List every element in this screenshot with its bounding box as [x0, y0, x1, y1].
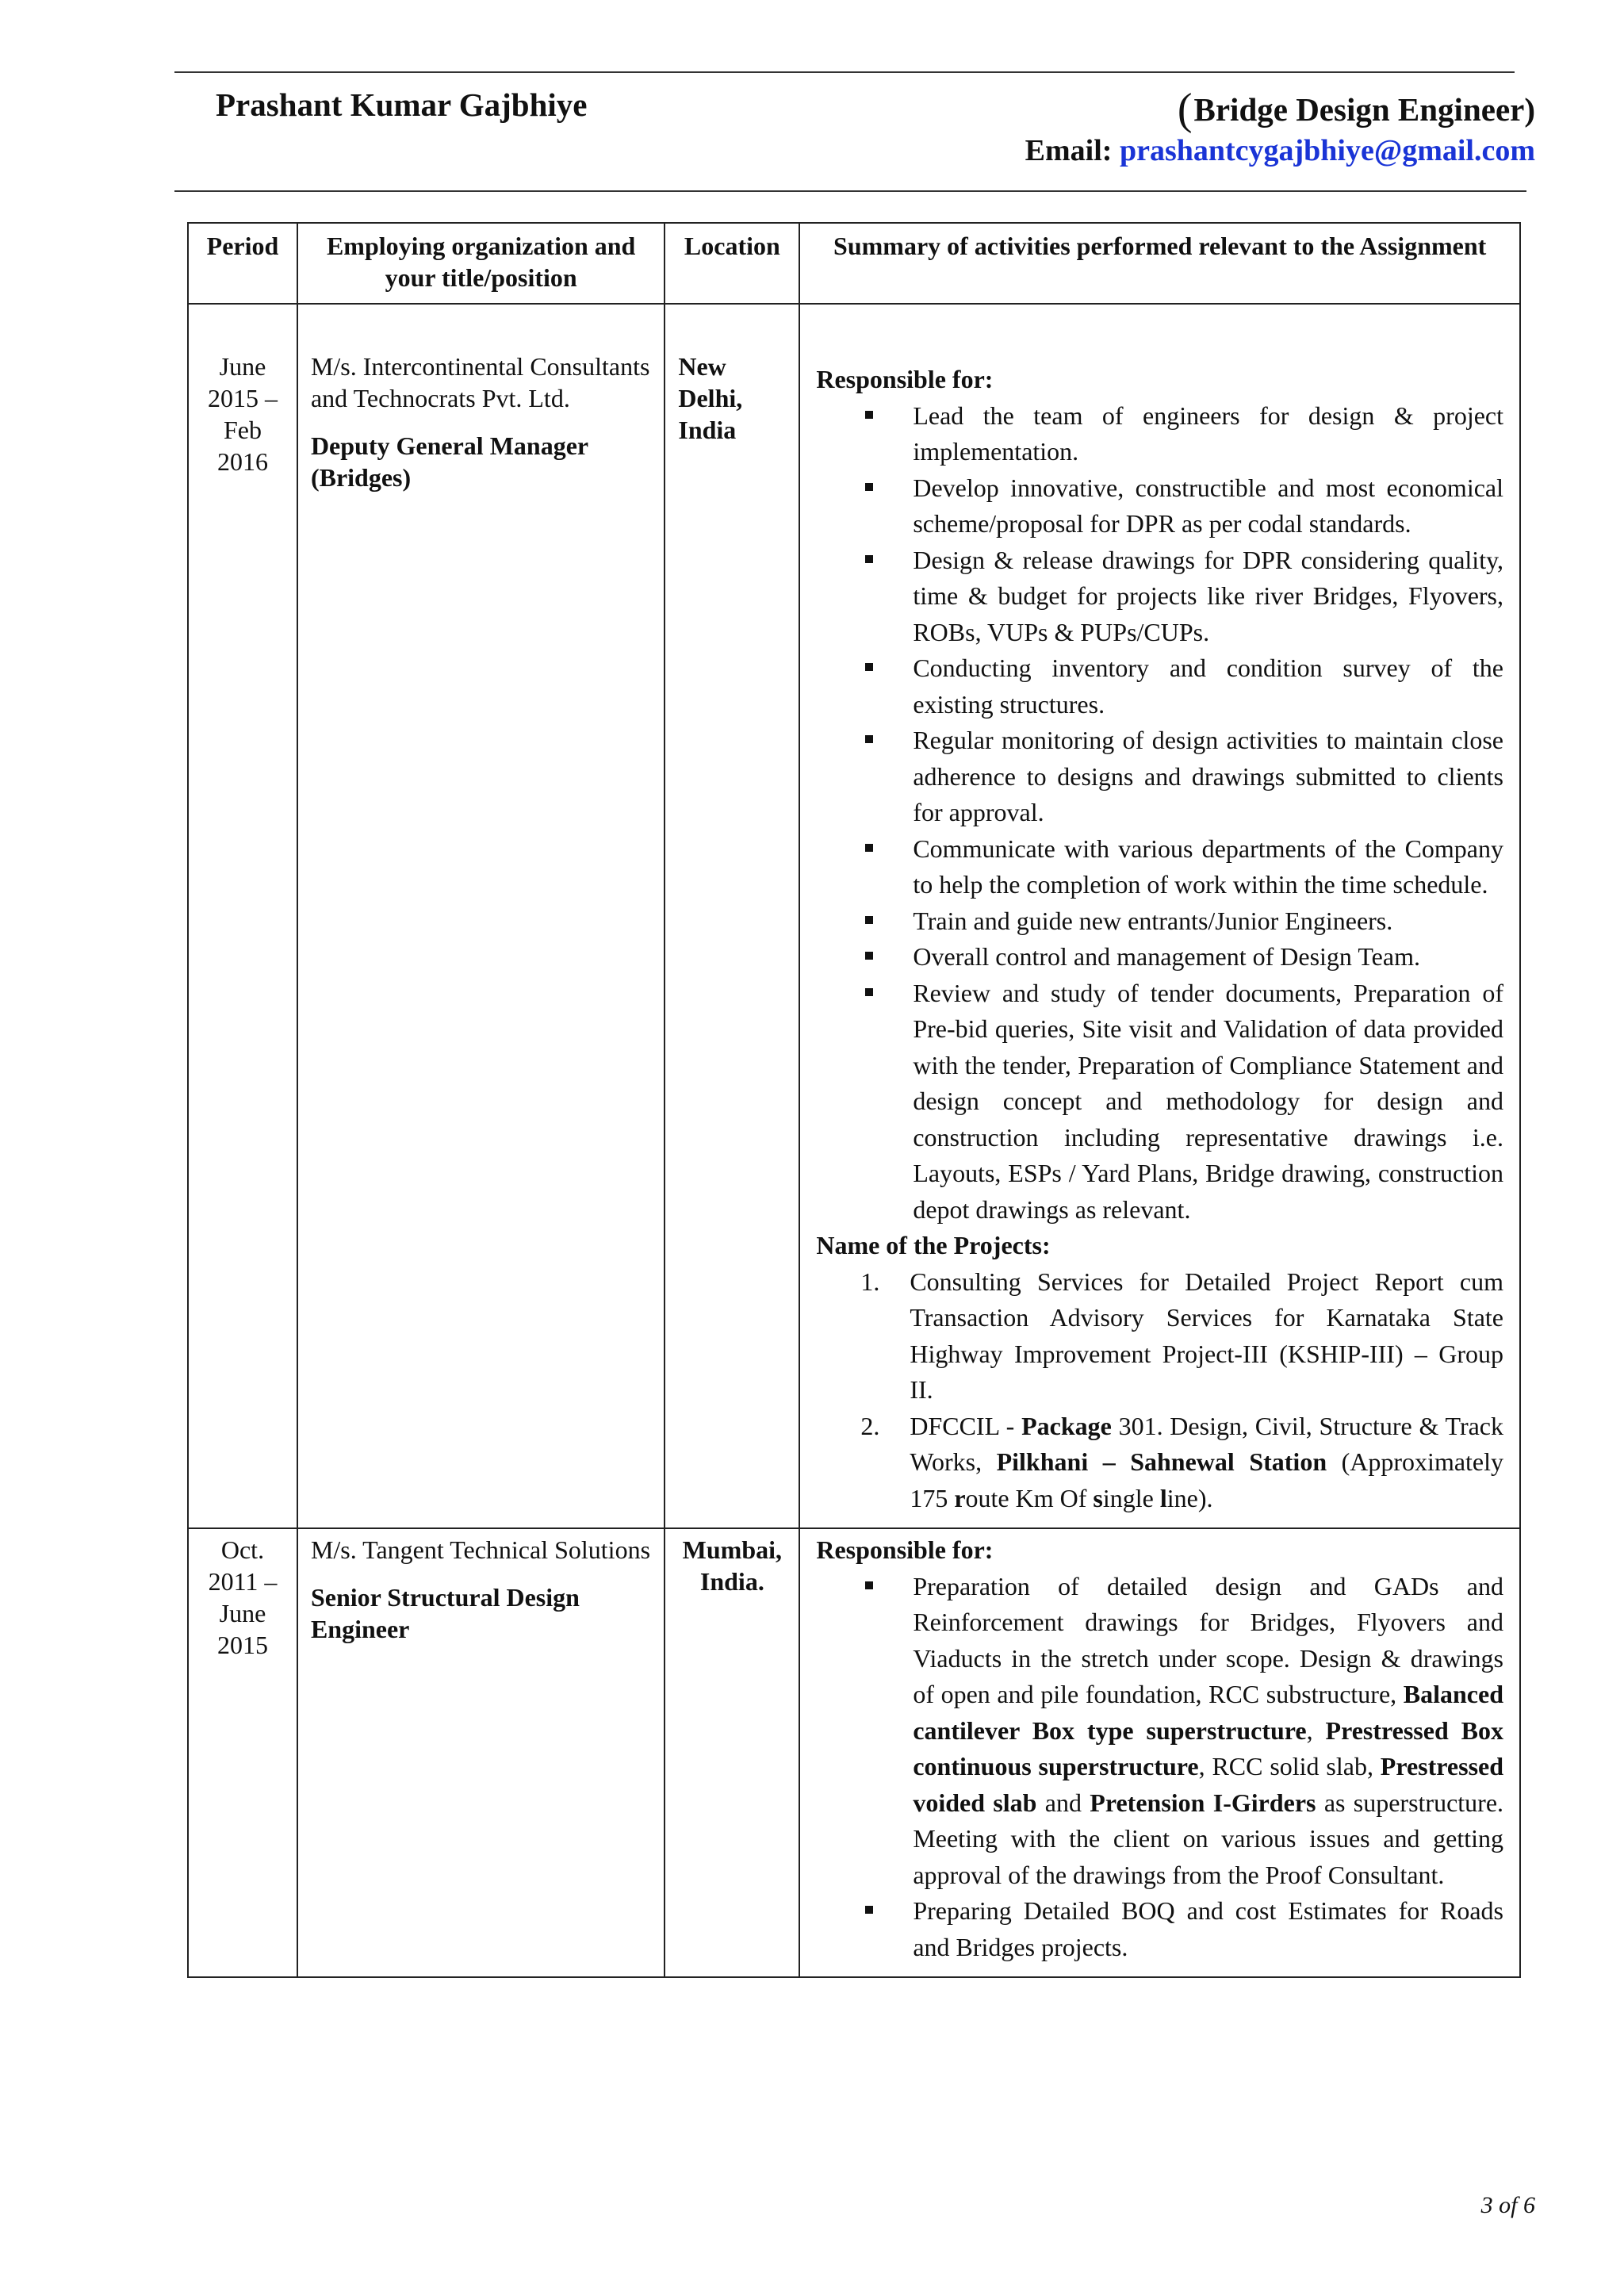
email-label: Email:: [1025, 134, 1113, 167]
bullet-bold: Pretension I-Girders: [1090, 1788, 1316, 1817]
bullet-bold: Prestressed voided slab: [913, 1752, 1504, 1817]
responsibility-list: [816, 1569, 1503, 1966]
project-text: oute Km Of: [965, 1483, 1094, 1512]
table-header-row: [188, 223, 1520, 304]
project-text: (Approximately 175: [910, 1447, 1504, 1512]
bullet-text: , RCC solid slab,: [1198, 1752, 1381, 1780]
list-item: Overall control and management of Design Team.: [816, 939, 1503, 976]
list-item: [816, 1569, 1503, 1894]
project-bold: s: [1093, 1483, 1103, 1512]
project-bold: r: [954, 1483, 966, 1512]
list-item: [816, 1264, 1503, 1409]
list-item: Develop innovative, constructible and most economical scheme/proposal for DPR as per codal standards.: [816, 470, 1503, 542]
list-item: Train and guide new entrants/Junior Engineers.: [816, 903, 1503, 940]
role-paren: (: [1177, 85, 1193, 134]
project-text: DFCCIL -: [910, 1411, 1022, 1440]
header-bottom-rule: [174, 190, 1526, 192]
header-org: Employing organization and your title/position: [297, 223, 665, 304]
summary-cell: [799, 1528, 1520, 1977]
project-text: ine).: [1166, 1483, 1213, 1512]
projects-list: [816, 1264, 1503, 1517]
org-name: M/s. Tangent Technical Solutions: [310, 1535, 651, 1564]
period-line: 2015: [216, 1631, 268, 1659]
org-cell: [297, 1528, 665, 1977]
list-item: Lead the team of engineers for design & project implementation.: [816, 398, 1503, 470]
project-text: ingle: [1102, 1483, 1160, 1512]
bullet-text: ,: [1306, 1715, 1326, 1745]
list-item: Design & release drawings for DPR considering quality, time & budget for projects like river Bridges, Flyovers, ROBs, VUPs & PUPs/CUPs.: [816, 542, 1503, 651]
role-text: Bridge Design Engineer): [1193, 91, 1535, 128]
item-number: 2.: [860, 1411, 880, 1440]
list-item: Conducting inventory and condition survey of the existing structures.: [816, 650, 1503, 723]
list-item: Preparing Detailed BOQ and cost Estimates for Roads and Bridges projects.: [816, 1893, 1503, 1965]
list-item: [816, 1409, 1503, 1517]
summary-cell: [799, 304, 1520, 1528]
bullet-text: Preparation of detailed design and GADs and Reinforcement drawings for Bridges, Flyovers and Viaducts in the stretch under scope. Design & drawings of open and pile foundation, RCC substructure,: [913, 1571, 1503, 1708]
table-row: [188, 304, 1520, 1528]
bullet-text: and: [1036, 1788, 1090, 1817]
list-item: Regular monitoring of design activities to maintain close adherence to designs and drawings submitted to clients for approval.: [816, 723, 1503, 831]
table-row: [188, 1528, 1520, 1977]
project-text: 301. Design, Civil, Structure & Track Works,: [910, 1411, 1504, 1476]
header-top-rule: [174, 71, 1515, 73]
period-cell: [188, 304, 297, 1528]
email-line: [1025, 133, 1535, 168]
bullet-bold: Prestressed Box continuous superstructure: [913, 1715, 1504, 1780]
position-title: Deputy General Manager (Bridges): [310, 431, 588, 492]
location-cell: Mumbai, India.: [665, 1528, 799, 1977]
header-location: Location: [665, 223, 799, 304]
org-cell: [297, 304, 665, 1528]
email-link[interactable]: prashantcygajbhiye@gmail.com: [1119, 134, 1535, 167]
bullet-text: as superstructure. Meeting with the client on various issues and getting approval of the drawings from the Proof Consultant.: [913, 1788, 1504, 1889]
location-cell: New Delhi, India: [665, 304, 799, 1528]
experience-table: [187, 222, 1521, 1978]
position-title: Senior Structural Design Engineer: [310, 1583, 580, 1643]
candidate-role: [1178, 81, 1535, 132]
header-period: Period: [188, 223, 297, 304]
period-line: 2015 –: [207, 384, 278, 412]
responsible-label: Responsible for:: [816, 365, 994, 393]
candidate-name: Prashant Kumar Gajbhiye: [216, 86, 588, 123]
project-bold: l: [1159, 1483, 1167, 1512]
period-line: 2011 –: [208, 1567, 278, 1596]
project-bold: Pilkhani – Sahnewal Station: [996, 1447, 1327, 1476]
project-bold: Package: [1021, 1411, 1112, 1440]
org-name: M/s. Intercontinental Consultants and Technocrats Pvt. Ltd.: [310, 352, 650, 412]
period-line: June: [219, 352, 266, 381]
responsibility-list: [816, 398, 1503, 1228]
period-line: June: [219, 1599, 266, 1627]
period-line: Feb: [223, 416, 262, 444]
list-item: Review and study of tender documents, Preparation of Pre-bid queries, Site visit and Validation of data provided with the tender, Preparation of Compliance Statement and design concept and methodology for design and construction including representative drawings i.e. Layouts, ESPs / Yard Plans, Bridge drawing, construction depot drawings as relevant.: [816, 976, 1503, 1228]
page-number: 3 of 6: [1480, 2192, 1535, 2218]
header-summary: Summary of activities performed relevant to the Assignment: [799, 223, 1520, 304]
responsible-label: Responsible for:: [816, 1535, 994, 1564]
projects-label: Name of the Projects:: [816, 1231, 1051, 1259]
period-line: Oct.: [220, 1535, 265, 1564]
item-number: 1.: [860, 1267, 880, 1296]
period-cell: [188, 1528, 297, 1977]
period-line: 2016: [216, 447, 268, 476]
bullet-bold: Balanced cantilever Box type superstructure: [913, 1680, 1503, 1745]
list-item: Communicate with various departments of the Company to help the completion of work within the time schedule.: [816, 831, 1503, 903]
project-text: Consulting Services for Detailed Project Report cum Transaction Advisory Services for Karnataka State Highway Improvement Project-III (KSHIP-III) – Group II.: [910, 1267, 1503, 1404]
